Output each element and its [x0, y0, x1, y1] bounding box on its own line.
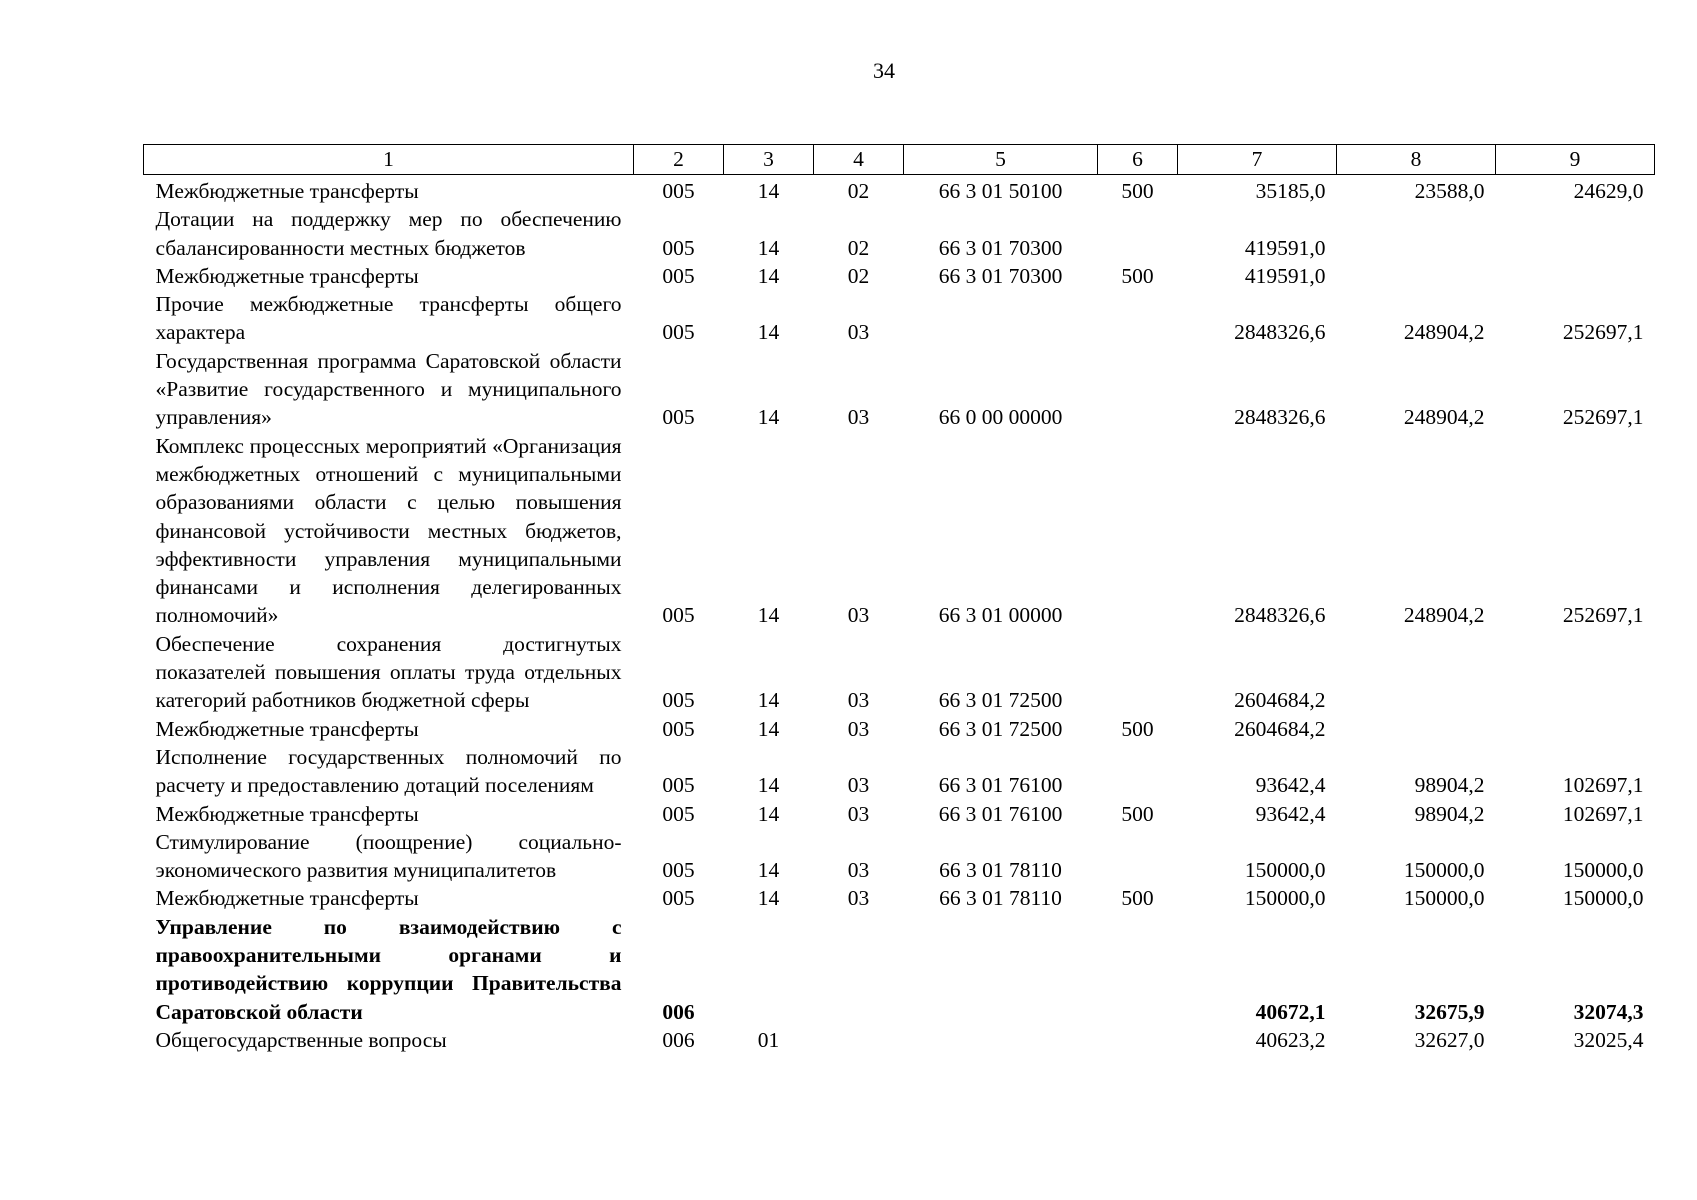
table-row [144, 290, 1655, 347]
column-header: 2 [634, 145, 724, 175]
amount-year1-cell: 40672,1 [1255, 999, 1326, 1024]
amount-year2-cell: 150000,0 [1403, 886, 1485, 911]
row-name-cell: Межбюджетные трансферты [155, 886, 419, 911]
ministry-code-cell: 006 [662, 999, 695, 1024]
row-name-cell: Межбюджетные трансферты [155, 179, 419, 203]
section-cell: 14 [757, 688, 780, 713]
subsection-cell: 03 [847, 603, 870, 628]
ministry-code-cell: 005 [662, 716, 695, 741]
row-name-cell: Обеспечение сохранения достигнутых показателей повышения оплаты труда отдельных категорий работников бюджетной сферы [155, 631, 622, 713]
table-row [144, 205, 1655, 262]
column-header: 3 [724, 145, 814, 175]
amount-year3-cell: 150000,0 [1562, 886, 1644, 911]
expense-type-cell: 500 [1121, 801, 1154, 826]
amount-year2-cell: 98904,2 [1414, 773, 1485, 798]
page-number: 34 [873, 58, 895, 83]
target-article-cell: 66 3 01 76100 [938, 773, 1063, 798]
amount-year1-cell: 40623,2 [1255, 1027, 1326, 1052]
table-row [144, 432, 1655, 630]
amount-year2-cell: 23588,0 [1414, 179, 1485, 203]
subsection-cell [814, 913, 904, 1026]
amount-year1-cell: 2848326,6 [1234, 603, 1326, 628]
column-header: 8 [1337, 145, 1496, 175]
amount-year3-cell: 24629,0 [1573, 179, 1644, 203]
ministry-code-cell: 005 [662, 801, 695, 826]
table-row [144, 913, 1655, 1026]
table-body [144, 175, 1655, 1055]
ministry-code-cell: 005 [662, 263, 695, 288]
amount-year3-cell: 102697,1 [1562, 773, 1644, 798]
amount-year2-cell: 150000,0 [1403, 858, 1485, 883]
subsection-cell: 03 [847, 886, 870, 911]
amount-year1-cell: 419591,0 [1244, 263, 1326, 288]
section-cell: 14 [757, 263, 780, 288]
section-cell: 14 [757, 603, 780, 628]
amount-year1-cell: 419591,0 [1244, 235, 1326, 260]
target-article-cell: 66 3 01 72500 [938, 716, 1063, 741]
amount-year1-cell: 2604684,2 [1234, 688, 1326, 713]
section-cell: 01 [757, 1027, 780, 1052]
amount-year1-cell: 150000,0 [1244, 858, 1326, 883]
section-cell: 14 [757, 235, 780, 260]
subsection-cell [814, 1026, 904, 1054]
amount-year1-cell: 2604684,2 [1234, 716, 1326, 741]
expense-type-cell [1098, 828, 1178, 885]
amount-year1-cell: 93642,4 [1255, 801, 1326, 826]
amount-year3-cell [1496, 630, 1655, 715]
section-cell: 14 [757, 858, 780, 883]
ministry-code-cell: 006 [662, 1027, 695, 1052]
row-name-cell: Дотации на поддержку мер по обеспечению сбалансированности местных бюджетов [155, 207, 622, 260]
subsection-cell: 02 [847, 235, 870, 260]
amount-year2-cell [1337, 630, 1496, 715]
row-name-cell: Государственная программа Саратовской области «Развитие государственного и муниципального управления» [155, 348, 622, 430]
column-header: 5 [904, 145, 1098, 175]
amount-year1-cell: 93642,4 [1255, 773, 1326, 798]
expense-type-cell [1098, 347, 1178, 432]
section-cell: 14 [757, 320, 780, 345]
target-article-cell: 66 3 01 50100 [938, 179, 1063, 203]
amount-year3-cell: 102697,1 [1562, 801, 1644, 826]
amount-year2-cell [1337, 262, 1496, 290]
table-row [144, 715, 1655, 743]
subsection-cell: 02 [847, 179, 870, 203]
expense-type-cell: 500 [1121, 263, 1154, 288]
expense-type-cell: 500 [1121, 886, 1154, 911]
expense-type-cell [1098, 1026, 1178, 1054]
target-article-cell: 66 3 01 00000 [938, 603, 1063, 628]
row-name-cell: Комплекс процессных мероприятий «Организация межбюджетных отношений с муниципальными образованиями области с целью повышения финансовой устойчивости местных бюджетов, эффективности управления муниципальными финансами и исполнения делегированных полномочий» [155, 433, 622, 628]
ministry-code-cell: 005 [662, 179, 695, 203]
amount-year2-cell: 248904,2 [1403, 405, 1485, 430]
amount-year3-cell: 150000,0 [1562, 858, 1644, 883]
target-article-cell: 66 3 01 70300 [938, 263, 1063, 288]
expense-type-cell [1098, 913, 1178, 1026]
amount-year3-cell: 252697,1 [1562, 603, 1644, 628]
section-cell: 14 [757, 773, 780, 798]
amount-year2-cell: 32627,0 [1414, 1027, 1485, 1052]
expense-type-cell [1098, 205, 1178, 262]
section-cell: 14 [757, 179, 780, 203]
section-cell: 14 [757, 405, 780, 430]
table-row [144, 262, 1655, 290]
table-row [144, 175, 1655, 206]
expense-type-cell [1098, 290, 1178, 347]
subsection-cell: 03 [847, 858, 870, 883]
amount-year1-cell: 150000,0 [1244, 886, 1326, 911]
subsection-cell: 02 [847, 263, 870, 288]
ministry-code-cell: 005 [662, 858, 695, 883]
ministry-code-cell: 005 [662, 320, 695, 345]
amount-year2-cell: 248904,2 [1403, 320, 1485, 345]
table-row [144, 1026, 1655, 1054]
target-article-cell [904, 1026, 1098, 1054]
target-article-cell: 66 3 01 78110 [939, 858, 1062, 883]
target-article-cell: 66 3 01 72500 [938, 688, 1063, 713]
header-row [144, 145, 1655, 175]
target-article-cell: 66 3 01 76100 [938, 801, 1063, 826]
expense-type-cell [1098, 743, 1178, 800]
target-article-cell: 66 3 01 78110 [939, 886, 1062, 911]
row-name-cell: Прочие межбюджетные трансферты общего характера [155, 292, 622, 345]
target-article-cell [904, 913, 1098, 1026]
column-header: 7 [1178, 145, 1337, 175]
table-row [144, 347, 1655, 432]
expense-type-cell: 500 [1121, 716, 1154, 741]
target-article-cell: 66 0 00 00000 [938, 405, 1063, 430]
subsection-cell: 03 [847, 688, 870, 713]
target-article-cell [904, 290, 1098, 347]
target-article-cell: 66 3 01 70300 [938, 235, 1063, 260]
section-cell: 14 [757, 886, 780, 911]
amount-year1-cell: 2848326,6 [1234, 320, 1326, 345]
table-row [144, 884, 1655, 912]
amount-year2-cell: 98904,2 [1414, 801, 1485, 826]
table-row [144, 828, 1655, 885]
subsection-cell: 03 [847, 773, 870, 798]
row-name-cell: Общегосударственные вопросы [155, 1027, 447, 1052]
row-name-cell: Межбюджетные трансферты [155, 263, 419, 288]
amount-year1-cell: 2848326,6 [1234, 405, 1326, 430]
section-cell: 14 [757, 716, 780, 741]
amount-year1-cell: 35185,0 [1255, 179, 1326, 203]
row-name-cell: Межбюджетные трансферты [155, 801, 419, 826]
row-name-cell: Исполнение государственных полномочий по расчету и предоставлению дотаций поселениям [155, 744, 622, 798]
expense-type-cell [1098, 630, 1178, 715]
table-row [144, 800, 1655, 828]
amount-year3-cell [1496, 262, 1655, 290]
column-header: 4 [814, 145, 904, 175]
subsection-cell: 03 [847, 320, 870, 345]
ministry-code-cell: 005 [662, 688, 695, 713]
amount-year3-cell: 32025,4 [1573, 1027, 1644, 1052]
column-header: 9 [1496, 145, 1655, 175]
row-name-cell: Стимулирование (поощрение) социально-экономического развития муниципалитетов [155, 829, 622, 883]
ministry-code-cell: 005 [662, 886, 695, 911]
subsection-cell: 03 [847, 405, 870, 430]
column-header: 1 [144, 145, 634, 175]
row-name-cell: Управление по взаимодействию с правоохранительными органами и противодействию коррупции Правительства Саратовской области [155, 914, 622, 1024]
amount-year3-cell [1496, 205, 1655, 262]
expense-type-cell: 500 [1121, 179, 1154, 203]
ministry-code-cell: 005 [662, 773, 695, 798]
amount-year2-cell: 32675,9 [1414, 999, 1485, 1024]
amount-year2-cell [1337, 715, 1496, 743]
section-cell [724, 913, 814, 1026]
amount-year3-cell [1496, 715, 1655, 743]
amount-year3-cell: 252697,1 [1562, 405, 1644, 430]
amount-year2-cell: 248904,2 [1403, 603, 1485, 628]
amount-year3-cell: 32074,3 [1573, 999, 1644, 1024]
amount-year3-cell: 252697,1 [1562, 320, 1644, 345]
row-name-cell: Межбюджетные трансферты [155, 716, 419, 741]
table-row [144, 743, 1655, 800]
ministry-code-cell: 005 [662, 235, 695, 260]
subsection-cell: 03 [847, 716, 870, 741]
ministry-code-cell: 005 [662, 603, 695, 628]
amount-year2-cell [1337, 205, 1496, 262]
ministry-code-cell: 005 [662, 405, 695, 430]
subsection-cell: 03 [847, 801, 870, 826]
expense-type-cell [1098, 432, 1178, 630]
column-header: 6 [1098, 145, 1178, 175]
section-cell: 14 [757, 801, 780, 826]
table-row [144, 630, 1655, 715]
budget-table [143, 144, 1655, 1054]
